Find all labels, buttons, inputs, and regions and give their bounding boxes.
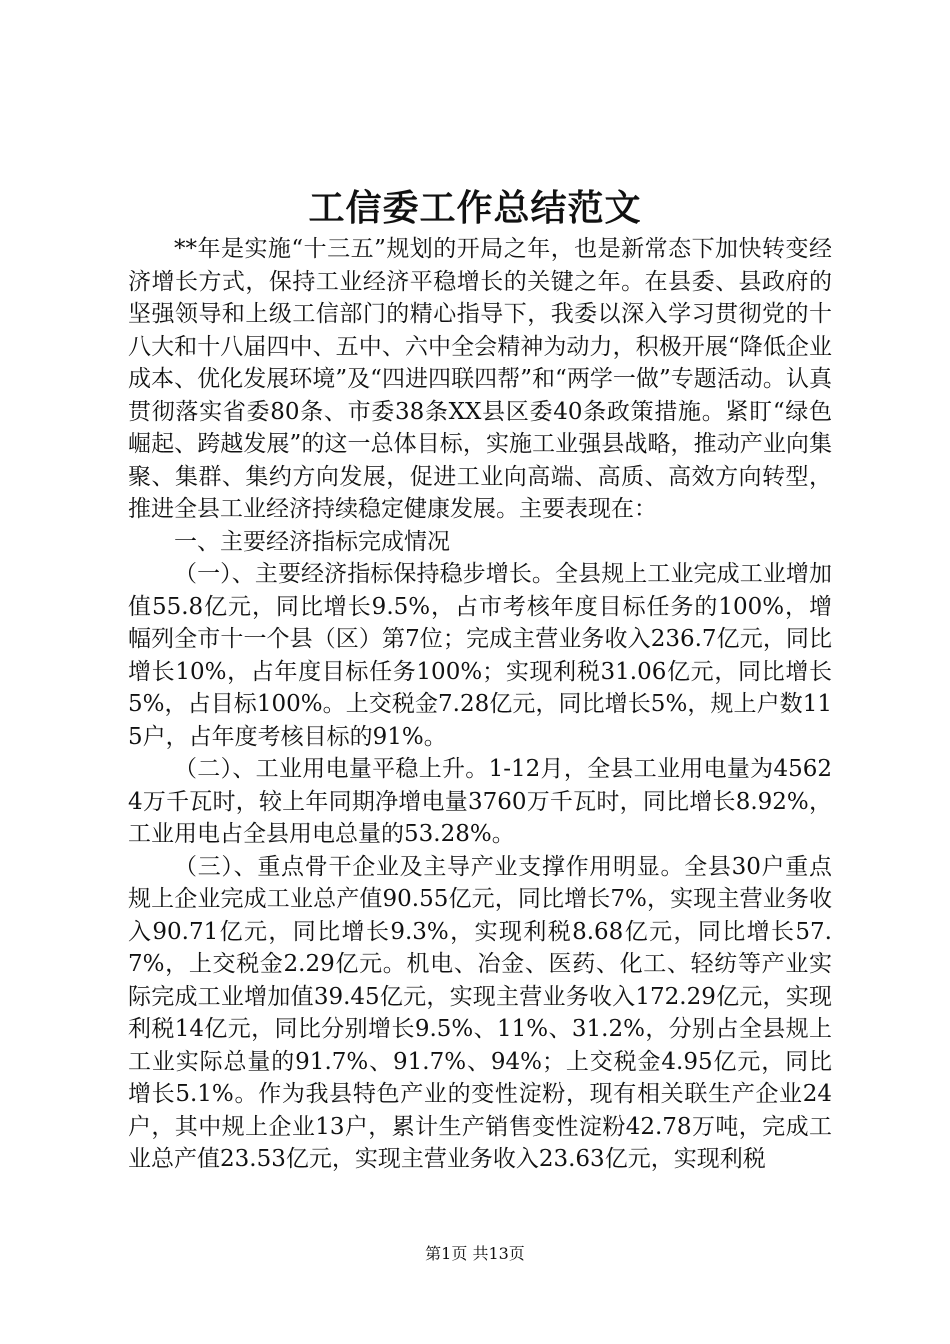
section-heading: 一、主要经济指标完成情况: [174, 528, 450, 555]
paragraph-indicators: （一）、主要经济指标保持稳步增长。全县规上工业完成工业增加值55.8亿元，同比增长9.5%，占市考核年度目标任务的100%，增幅列全市十一个县（区）第7位；完成主营业务收入236.7亿元，同比增长10%，占年度目标任务100%；实现利税31.06亿元，同比增长5%，占目标100%。上交税金7.28亿元，同比增长5%，规上户数115户，占年度考核目标的91%。: [128, 561, 832, 750]
paragraph-electricity: （二）、工业用电量平稳上升。1-12月，全县工业用电量为45624万千瓦时，较上年同期净增电量3760万千瓦时，同比增长8.92%，工业用电占全县用电总量的53.28%。: [128, 756, 832, 847]
paragraph-intro: **年是实施“十三五”规划的开局之年，也是新常态下加快转变经济增长方式，保持工业经济平稳增长的关键之年。在县委、县政府的坚强领导和上级工信部门的精心指导下，我委以深入学习贯彻党的十八大和十八届四中、五中、六中全会精神为动力，积极开展“降低企业成本、优化发展环境”及“四进四联四帮”和“两学一做”专题活动。认真贯彻落实省委80条、市委38条XX县区委40条政策措施。紧盯“绿色崛起、跨越发展”的这一总体目标，实施工业强县战略，推动产业向集聚、集群、集约方向发展，促进工业向高端、高质、高效方向转型，推进全县工业经济持续稳定健康发展。主要表现在：: [128, 236, 832, 522]
paragraph-key-enterprises: （三）、重点骨干企业及主导产业支撑作用明显。全县30户重点规上企业完成工业总产值90.55亿元，同比增长7%，实现主营业务收入90.71亿元，同比增长9.3%，实现利税8.68亿元，同比增长57.7%，上交税金2.29亿元。机电、冶金、医药、化工、轻纺等产业实际完成工业增加值39.45亿元，实现主营业务收入172.29亿元，实现利税14亿元，同比分别增长9.5%、11%、31.2%，分别占全县规上工业实际总量的91.7%、91.7%、94%；上交税金4.95亿元，同比增长5.1%。作为我县特色产业的变性淀粉，现有相关联生产企业24户，其中规上企业13户，累计生产销售变性淀粉42.78万吨，完成工业总产值23.53亿元，实现主营业务收入23.63亿元，实现利税: [128, 853, 832, 1172]
page-footer: 第1页 共13页: [425, 1244, 525, 1263]
document-title: 工信委工作总结范文: [308, 187, 642, 229]
document-body: [128, 233, 832, 1176]
